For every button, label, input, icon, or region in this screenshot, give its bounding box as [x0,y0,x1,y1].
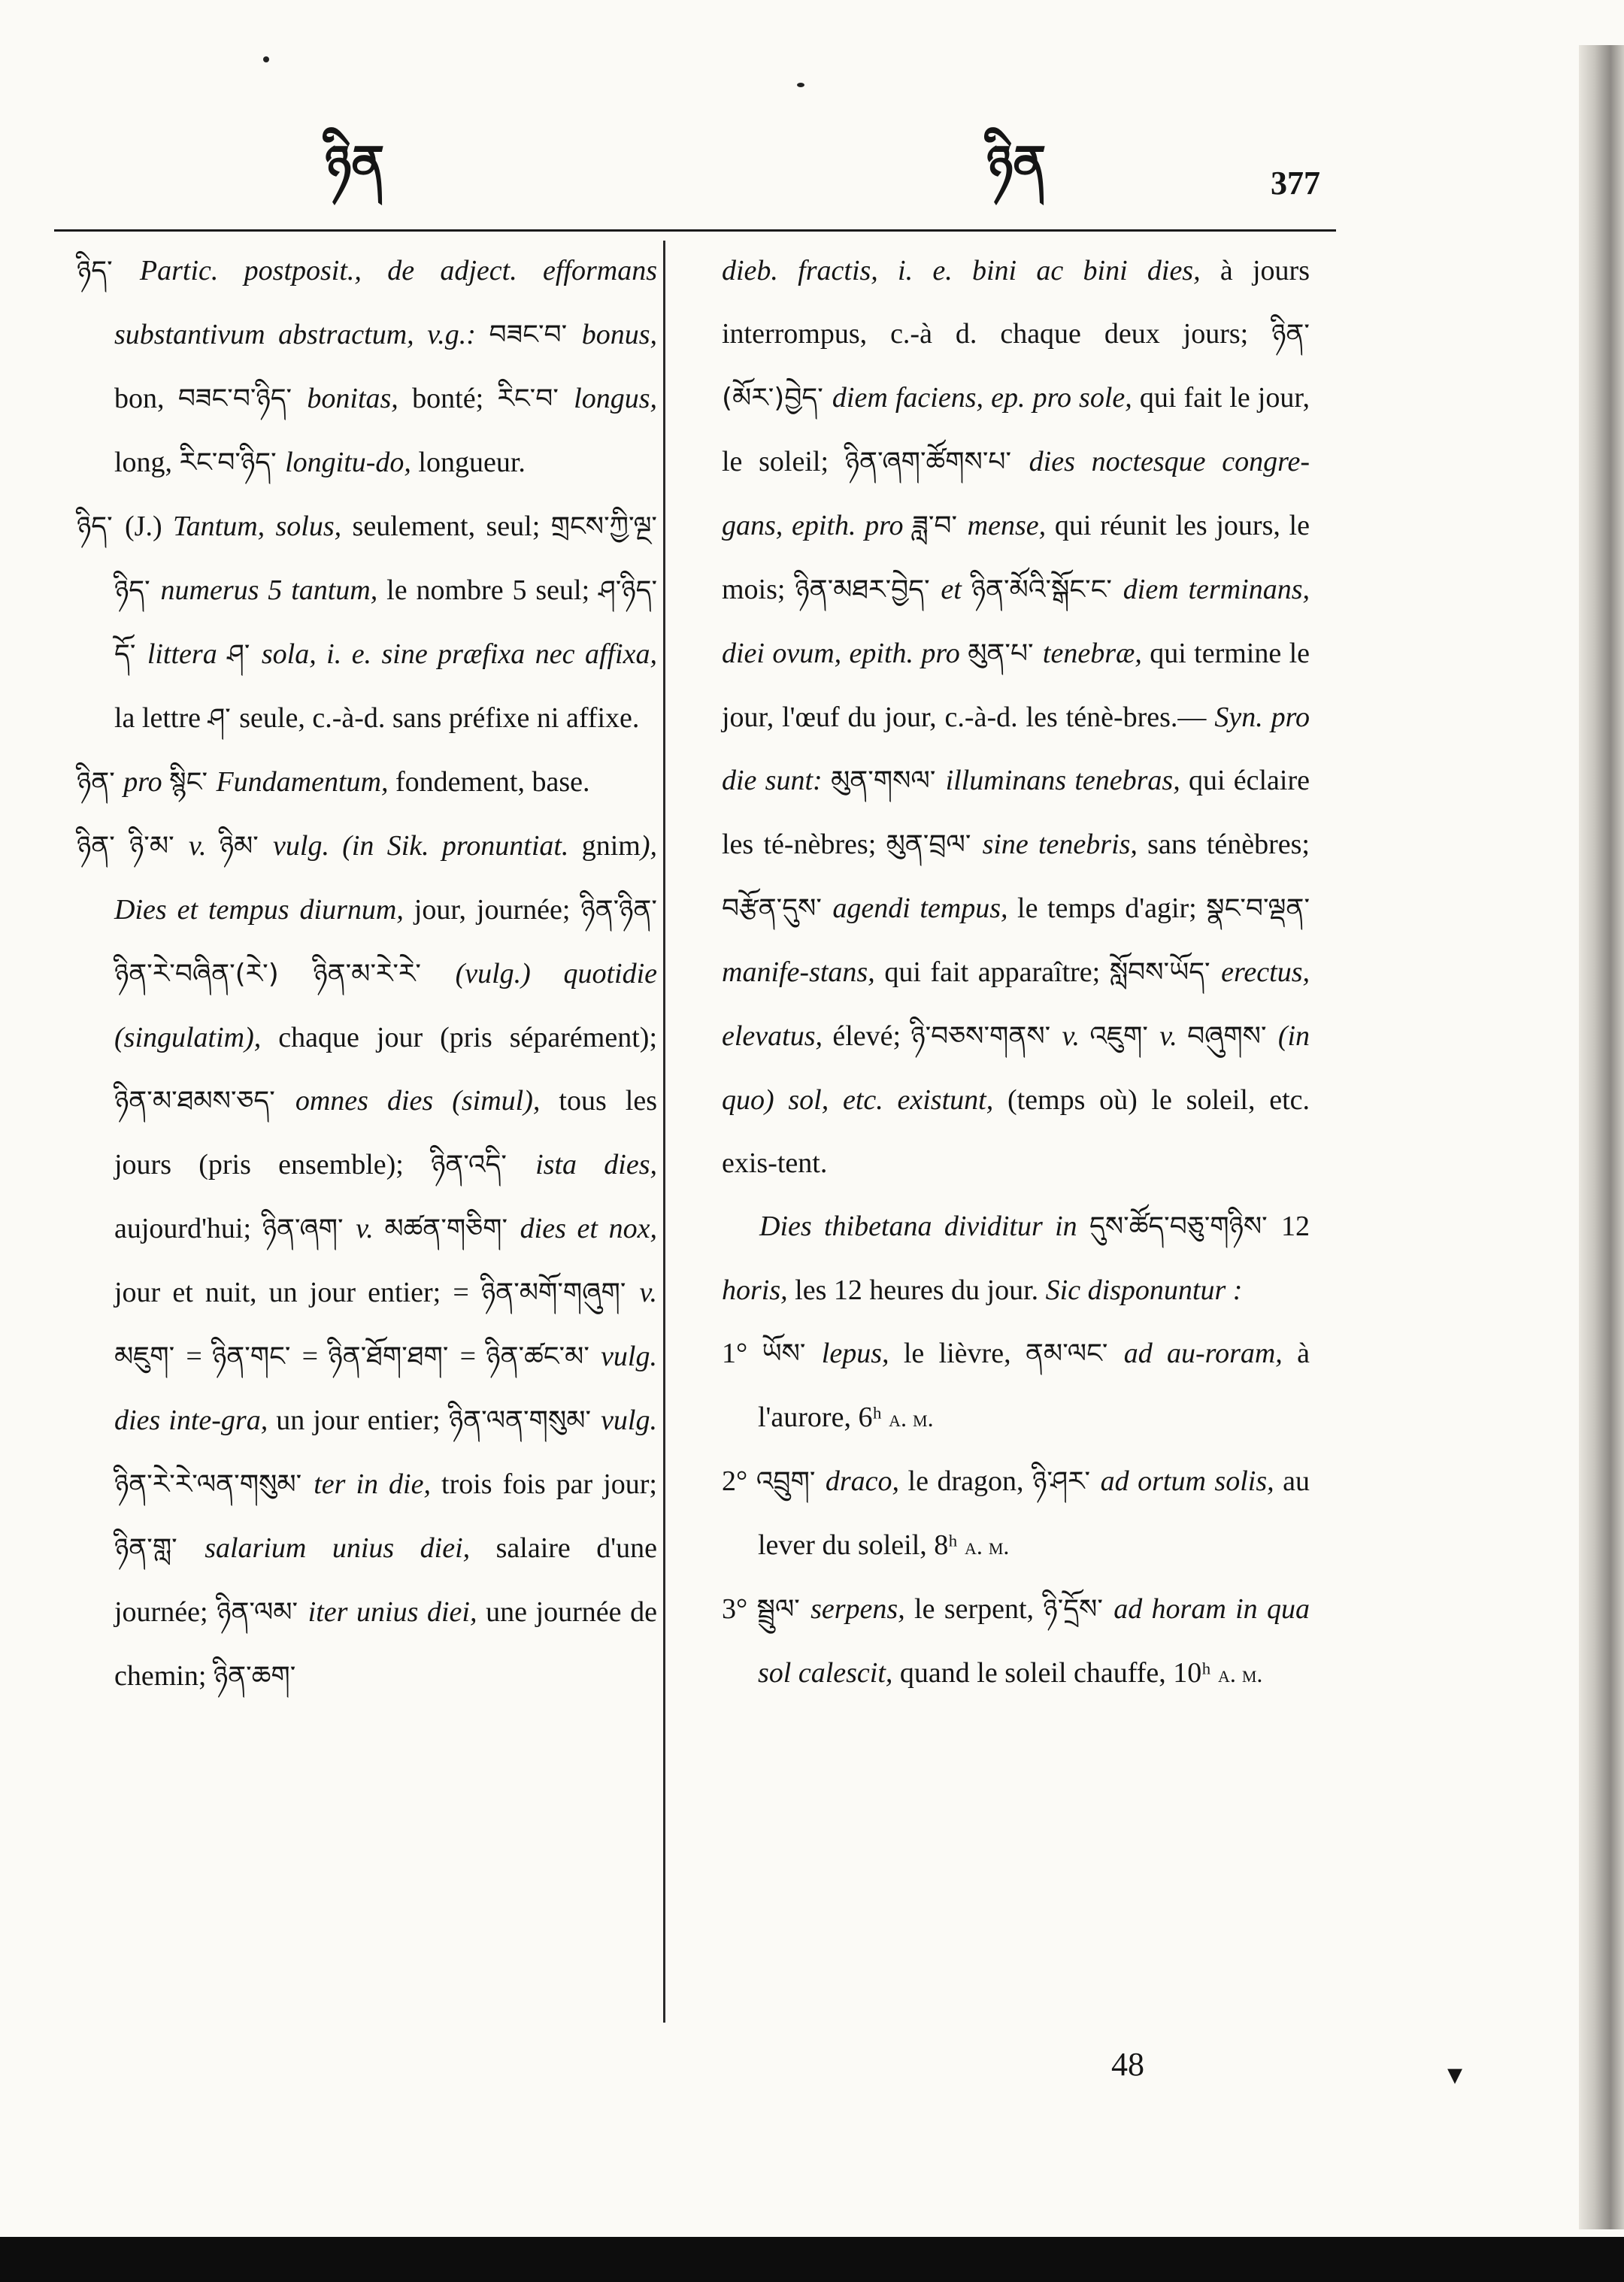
dictionary-entry [77,239,657,495]
column-divider [663,241,665,2023]
latin-gloss: et [941,574,971,605]
tibetan-term: ཉིན་ [77,767,124,798]
time-abbrev: a. m. [964,1532,1010,1559]
latin-gloss: (vulg.) quotidie (singulatim), [114,958,657,1053]
tibetan-term: ཉིན་རེ་རེ་ལན་གསུམ་ [114,1469,314,1500]
latin-gloss: Fundamentum, [216,766,389,798]
french-gloss: (temps où) le soleil, etc. exis-tent. [722,1084,1310,1179]
tibetan-term: ཉིན་འདི་ [431,1150,536,1180]
tibetan-term: འབྲུག་ [756,1466,826,1497]
margin-mark: ▾ [1447,2057,1463,2091]
tibetan-term: འཇུག་ [1089,1021,1160,1052]
tibetan-term: མཚན་གཅིག་ [384,1214,520,1244]
right-column [722,239,1310,1705]
latin-gloss: vulg. [601,1405,657,1436]
latin-gloss: mense, [967,510,1047,541]
french-gloss: chaque jour (pris séparément); [261,1022,657,1053]
latin-gloss: agendi tempus, [832,892,1008,924]
latin-gloss: erectus, elevatus, [722,956,1310,1052]
tibetan-term: བརྩོན་དུས་ [722,893,833,924]
left-running-head: ཉིན [325,135,385,192]
french-gloss: sans ténèbres; [1137,829,1310,860]
latin-gloss: pro [123,766,170,798]
page-edge-shadow [1579,45,1624,2229]
tibetan-term: ཉིད་ [77,256,140,286]
signature-mark: 48 [1111,2046,1144,2083]
latin-gloss: v. [1062,1020,1090,1052]
latin-gloss: bonitas, [307,383,398,414]
tibetan-term: མུན་པ་ [968,638,1043,669]
latin-gloss: v. [639,1277,658,1308]
header-rule [54,229,1336,232]
tibetan-term: ཉིན་ཆག་ [213,1661,296,1692]
french-gloss: qui fait apparaître; [874,956,1110,988]
french-gloss: jour et nuit, un jour entier; = [114,1277,481,1308]
tibetan-term: ཉིན་ [77,831,130,862]
tibetan-term: ཉི་བཅས་གནས་ [910,1021,1062,1052]
latin-gloss: horis, [722,1274,788,1306]
tibetan-term: སྣང་བ་ལྡན་ [1206,893,1310,924]
tibetan-term: མཇུག་ [114,1341,186,1372]
latin-gloss: longus, [574,383,658,414]
french-gloss: le serpent, [904,1593,1044,1625]
french-gloss: salaire d'une journée; [114,1532,657,1628]
french-gloss: la lettre [114,702,208,734]
french-gloss: gnim [568,830,641,862]
latin-gloss: salarium unius diei, [205,1532,471,1564]
latin-gloss: longitu-do, [285,447,411,478]
latin-gloss: dies et nox, [520,1213,657,1244]
french-gloss: à l'aurore, 6ʰ [758,1338,1310,1433]
french-gloss: au lever du soleil, 8ʰ [758,1465,1310,1561]
french-gloss: qui éclaire les té-nèbres; [722,765,1310,860]
latin-gloss: Dies thibetana dividitur in [759,1211,1089,1242]
tibetan-term: ཉིན་མཐར་བྱེད་ [795,574,941,605]
french-gloss: long, [114,447,180,478]
french-gloss: élevé; [823,1020,911,1052]
french-gloss: 3° [722,1593,757,1625]
tibetan-term: ཉིན་ཞག་ [262,1214,356,1244]
latin-gloss: serpens, [810,1593,905,1625]
latin-gloss: lepus, [821,1338,889,1369]
latin-gloss: sine tenebris, [982,829,1138,860]
tibetan-term: ཉིན་ཞག་ཚོགས་པ་ [844,447,1029,477]
tibetan-term: རིང་བ་ [497,383,574,414]
latin-gloss: tenebræ, [1042,638,1142,669]
french-gloss: une journée de chemin; [114,1596,657,1692]
latin-gloss: ter in die, [314,1468,431,1500]
latin-gloss: omnes dies (simul), [295,1085,541,1117]
french-gloss: le nombre 5 seul; [377,574,599,606]
french-gloss: bonté; [398,383,498,414]
french-gloss: le dragon, [899,1465,1033,1497]
french-gloss: quand le soleil chauffe, 10ʰ [892,1657,1218,1689]
tibetan-term: སློབས་ཡོད་ [1109,957,1222,988]
tibetan-term: ཉི་ཤར་ [1032,1466,1101,1497]
tibetan-term: ཉིན་གང་ [211,1341,302,1372]
tibetan-term: ཉིན་ལམ་ [217,1597,308,1628]
french-gloss: trois fois par jour; [430,1468,657,1500]
tibetan-term: ཉིམ་ [219,831,274,862]
french-gloss: qui fait le jour, le soleil; [722,382,1310,477]
dictionary-entry [77,495,657,750]
tibetan-term: ཉིན་ཐོག་ཐག་ [328,1341,460,1372]
french-gloss: les 12 heures du jour. [787,1274,1046,1306]
latin-gloss: sola, i. e. sine præfixa nec affixa, [261,638,657,670]
latin-gloss: illuminans tenebras, [945,765,1180,796]
tibetan-term: ཟླ་བ་ [912,511,968,541]
french-gloss: = [301,1341,329,1372]
tibetan-term: སྦྲུལ་ [756,1594,811,1625]
entry-paragraph [722,1450,1310,1577]
entry-paragraph [722,1195,1310,1322]
entry-paragraph [722,239,1310,1195]
scan-bottom-border [0,2237,1624,2282]
french-gloss: 1° [722,1338,762,1369]
dictionary-entry [77,814,657,1708]
french-gloss: qui termine le jour, l'œuf du jour, c.-à-d. les ténè-bres.— [722,638,1310,733]
french-gloss: 12 [1281,1211,1310,1242]
tibetan-term: ཉིན་གླ་ [114,1533,205,1564]
french-gloss: = [459,1341,486,1372]
tibetan-term: བཞུགས་ [1187,1021,1278,1052]
latin-gloss: iter unius diei, [308,1596,477,1628]
tibetan-term: དུས་ཚོད་བཅུ་གཉིས་ [1089,1211,1281,1242]
french-gloss: seule, c.-à-d. sans préfixe ni affixe. [239,702,640,734]
latin-gloss: ad ortum solis, [1100,1465,1274,1497]
french-gloss: 2° [722,1465,756,1497]
french-gloss: aujourd'hui; [114,1213,262,1244]
french-gloss: le lièvre, [889,1338,1026,1369]
french-gloss: jour, journée; [403,894,581,926]
latin-gloss: v. [356,1213,385,1244]
latin-gloss: v. [1159,1020,1188,1052]
ink-speck [797,83,804,87]
tibetan-term: མུན་གསལ་ [830,765,946,796]
right-running-head: ཉིན [986,135,1047,192]
latin-gloss: Tantum, solus, [172,511,342,542]
latin-gloss: ), Dies et tempus diurnum, [114,830,657,926]
latin-gloss: draco, [825,1465,900,1497]
latin-gloss: Partic. postposit., de adject. efformans substantivum abstractum, v.g.: [114,255,658,350]
entry-paragraph [722,1577,1310,1705]
tibetan-term: ཤ་ [227,639,262,670]
latin-gloss: diem terminans, diei ovum, epith. pro [722,574,1310,669]
left-column [77,239,657,1708]
dictionary-entry [77,750,657,814]
latin-gloss: dieb. fractis, i. e. bini ac bini dies, [722,255,1201,286]
entry-paragraph [722,1322,1310,1450]
tibetan-term: ཤ་ཉིད་དོ་ [114,575,658,670]
latin-gloss: ista dies, [535,1149,657,1180]
latin-gloss: vulg. dies inte-gra, [114,1341,657,1436]
tibetan-term: བཟང་བ་ [489,320,582,350]
tibetan-term: ཤ་ [208,703,240,734]
french-gloss: longueur. [411,447,526,478]
latin-gloss: littera [147,638,228,670]
french-gloss: tous les jours (pris ensemble); [114,1085,658,1180]
tibetan-term: ཉིན་ཉིན་ ཉིན་རེ་བཞིན་(རེ་) ཉིན་མ་རེ་རེ་ [114,895,657,989]
tibetan-term: གྲངས་ཀྱི་ལྔ་ཉིད་ [114,511,657,606]
french-gloss: seulement, seul; [341,511,551,542]
tibetan-term: ཉིན་(མོར་)བྱེད་ [722,319,1310,414]
latin-gloss: diem faciens, ep. pro sole, [832,382,1132,414]
french-gloss: un jour entier; [268,1405,449,1436]
page-number: 377 [1271,165,1320,202]
french-gloss: (J.) [125,511,173,542]
french-gloss: = [186,1341,212,1372]
latin-gloss: (in quo) sol, etc. existunt, [722,1020,1310,1116]
tibetan-term: ཉིན་མགོ་གཞུག་ [480,1277,640,1308]
latin-gloss: Syn. pro die sunt: [722,702,1310,796]
tibetan-term: ཉིན་མོའི་སྒོང་ང་ [971,574,1123,605]
tibetan-term: ཉི་དྲོས་ [1043,1594,1114,1625]
tibetan-term: བཟང་བ་ཉིད་ [177,383,308,414]
latin-gloss: dies noctesque congre-gans, epith. pro [722,446,1310,541]
french-gloss: fondement, base. [388,766,590,798]
time-abbrev: a. m. [889,1405,934,1432]
french-gloss: qui réunit les jours, le mois; [722,510,1310,605]
latin-gloss: vulg. (in Sik. pronuntiat. [273,830,569,862]
latin-gloss: numerus 5 tantum, [160,574,378,606]
latin-gloss: ad au-roram, [1123,1338,1283,1369]
ink-speck [263,56,269,62]
latin-gloss: Sic disponuntur : [1045,1274,1243,1306]
french-gloss: bon, [114,383,178,414]
tibetan-term: ཡོས་ [762,1338,822,1369]
tibetan-term: ཉིན་ཚང་མ་ [486,1341,601,1372]
french-gloss: à jours interrompus, c.-à d. chaque deux jours; [722,255,1310,350]
tibetan-term: ཉིན་མ་ཐམས་ཅད་ [114,1086,295,1117]
latin-gloss: v. [188,830,220,862]
french-gloss: le temps d'agir; [1007,892,1207,924]
latin-gloss: manife-stans, [722,956,875,988]
time-abbrev: a. m. [1217,1660,1263,1687]
tibetan-term: སྙིང་ [169,767,217,798]
tibetan-term: མུན་བྲལ་ [886,829,983,860]
tibetan-term: ནམ་ལང་ [1025,1338,1124,1369]
tibetan-term: ཉིད་ [77,511,125,542]
tibetan-term: ཉི་མ་ [129,831,189,862]
tibetan-term: རིང་བ་ཉིད་ [179,447,286,478]
latin-gloss: bonus, [581,319,657,350]
tibetan-term: ཉིན་ལན་གསུམ་ [448,1405,601,1436]
latin-gloss: ad horam in qua sol calescit, [758,1593,1310,1689]
